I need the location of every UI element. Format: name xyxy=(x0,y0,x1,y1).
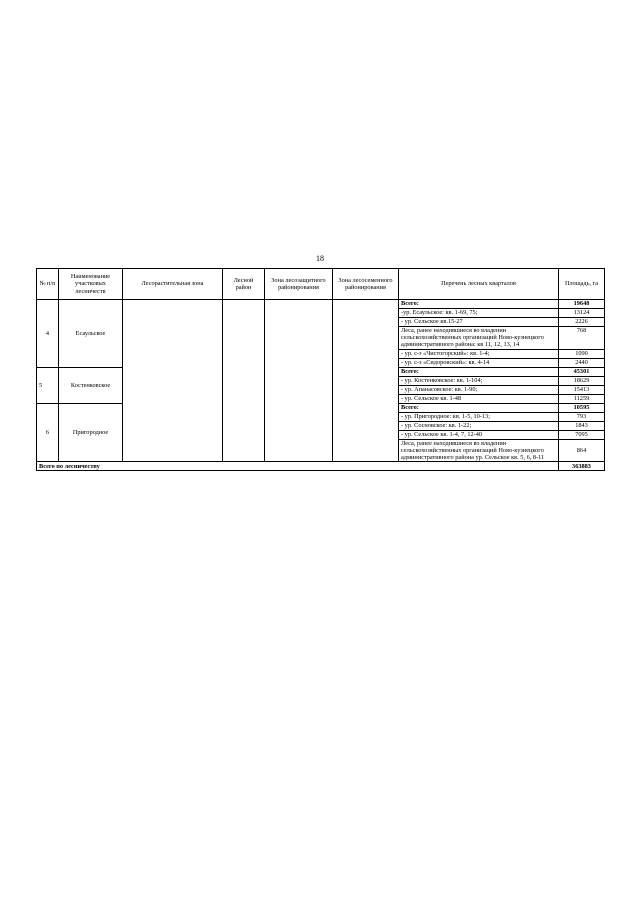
area-cell: 7095 xyxy=(559,430,605,439)
area-cell: 15413 xyxy=(559,385,605,394)
group-num: 5 xyxy=(37,367,59,403)
quarter-cell: - ур. Сосновское: кв. 1-22; xyxy=(399,421,559,430)
table-header-row xyxy=(37,269,605,300)
zone-cell xyxy=(123,300,223,462)
quarter-cell: - ур. Сельское кв. 1-48 xyxy=(399,394,559,403)
area-cell: 13124 xyxy=(559,309,605,318)
area-cell: 768 xyxy=(559,327,605,350)
quarter-cell: Леса, ранее находившиеся во владении сельскохозяйственных организаций Ново-кузнецкого административного района: кв 11, 12, 13, 14 xyxy=(399,327,559,350)
quarter-cell: Всего: xyxy=(399,300,559,309)
forest-quarters-table xyxy=(36,268,605,471)
quarter-cell: -ур. Есаульское: кв. 1-69, 75; xyxy=(399,309,559,318)
quarter-cell: Леса, ранее находившиеся во владении сельскохозяйственных организаций Ново-кузнецкого административного района ур. Сельское кв. 5, 6, 8-11 xyxy=(399,439,559,462)
area-cell: 2226 xyxy=(559,318,605,327)
quarter-cell: - ур. Сельское кв.15-27 xyxy=(399,318,559,327)
header-zone: Лесорастительная зона xyxy=(123,269,223,300)
page-number: 18 xyxy=(316,254,324,263)
quarter-cell: Всего: xyxy=(399,403,559,412)
quarter-cell: - ур. с-з «Чистогорский»: кв. 1-4; xyxy=(399,349,559,358)
group-num: 4 xyxy=(37,300,59,368)
header-region: Лесной район xyxy=(223,269,265,300)
area-cell: 1843 xyxy=(559,421,605,430)
header-num: № п/п xyxy=(37,269,59,300)
area-cell: 2440 xyxy=(559,358,605,367)
area-cell: 10595 xyxy=(559,403,605,412)
quarter-cell: - ур. Сельское кв. 1-4, 7, 12-40 xyxy=(399,430,559,439)
area-cell: 18629 xyxy=(559,376,605,385)
header-protective-zone: Зона лесозащитного районирования xyxy=(265,269,333,300)
table-row xyxy=(37,300,605,309)
group-name: Костенковское xyxy=(59,367,123,403)
area-cell: 793 xyxy=(559,412,605,421)
area-cell: 864 xyxy=(559,439,605,462)
total-row xyxy=(37,462,605,471)
quarter-cell: - ур. Апанасовское: кв. 1-90; xyxy=(399,385,559,394)
quarter-cell: - ур. Пригородное: кв. 1-5, 10-13; xyxy=(399,412,559,421)
group-num: 6 xyxy=(37,403,59,462)
quarter-cell: Всего: xyxy=(399,367,559,376)
quarter-cell: - ур. с-з «Сидоровский»: кв. 4-14 xyxy=(399,358,559,367)
total-label: Всего по лесничеству xyxy=(37,462,559,471)
area-cell: 45301 xyxy=(559,367,605,376)
header-area: Площадь, га xyxy=(559,269,605,300)
total-value: 363883 xyxy=(559,462,605,471)
area-cell: 19648 xyxy=(559,300,605,309)
region-cell xyxy=(223,300,265,462)
seed-zone-cell xyxy=(333,300,399,462)
protective-zone-cell xyxy=(265,300,333,462)
header-district: Наименование участковых лесничеств xyxy=(59,269,123,300)
quarter-cell: - ур. Костенковское: кв. 1-104; xyxy=(399,376,559,385)
header-seed-zone: Зона лесосеменного районирования xyxy=(333,269,399,300)
group-name: Пригородное xyxy=(59,403,123,462)
group-name: Есаульское xyxy=(59,300,123,368)
area-cell: 11259 xyxy=(559,394,605,403)
area-cell: 1090 xyxy=(559,349,605,358)
header-quarters: Перечень лесных кварталов xyxy=(399,269,559,300)
